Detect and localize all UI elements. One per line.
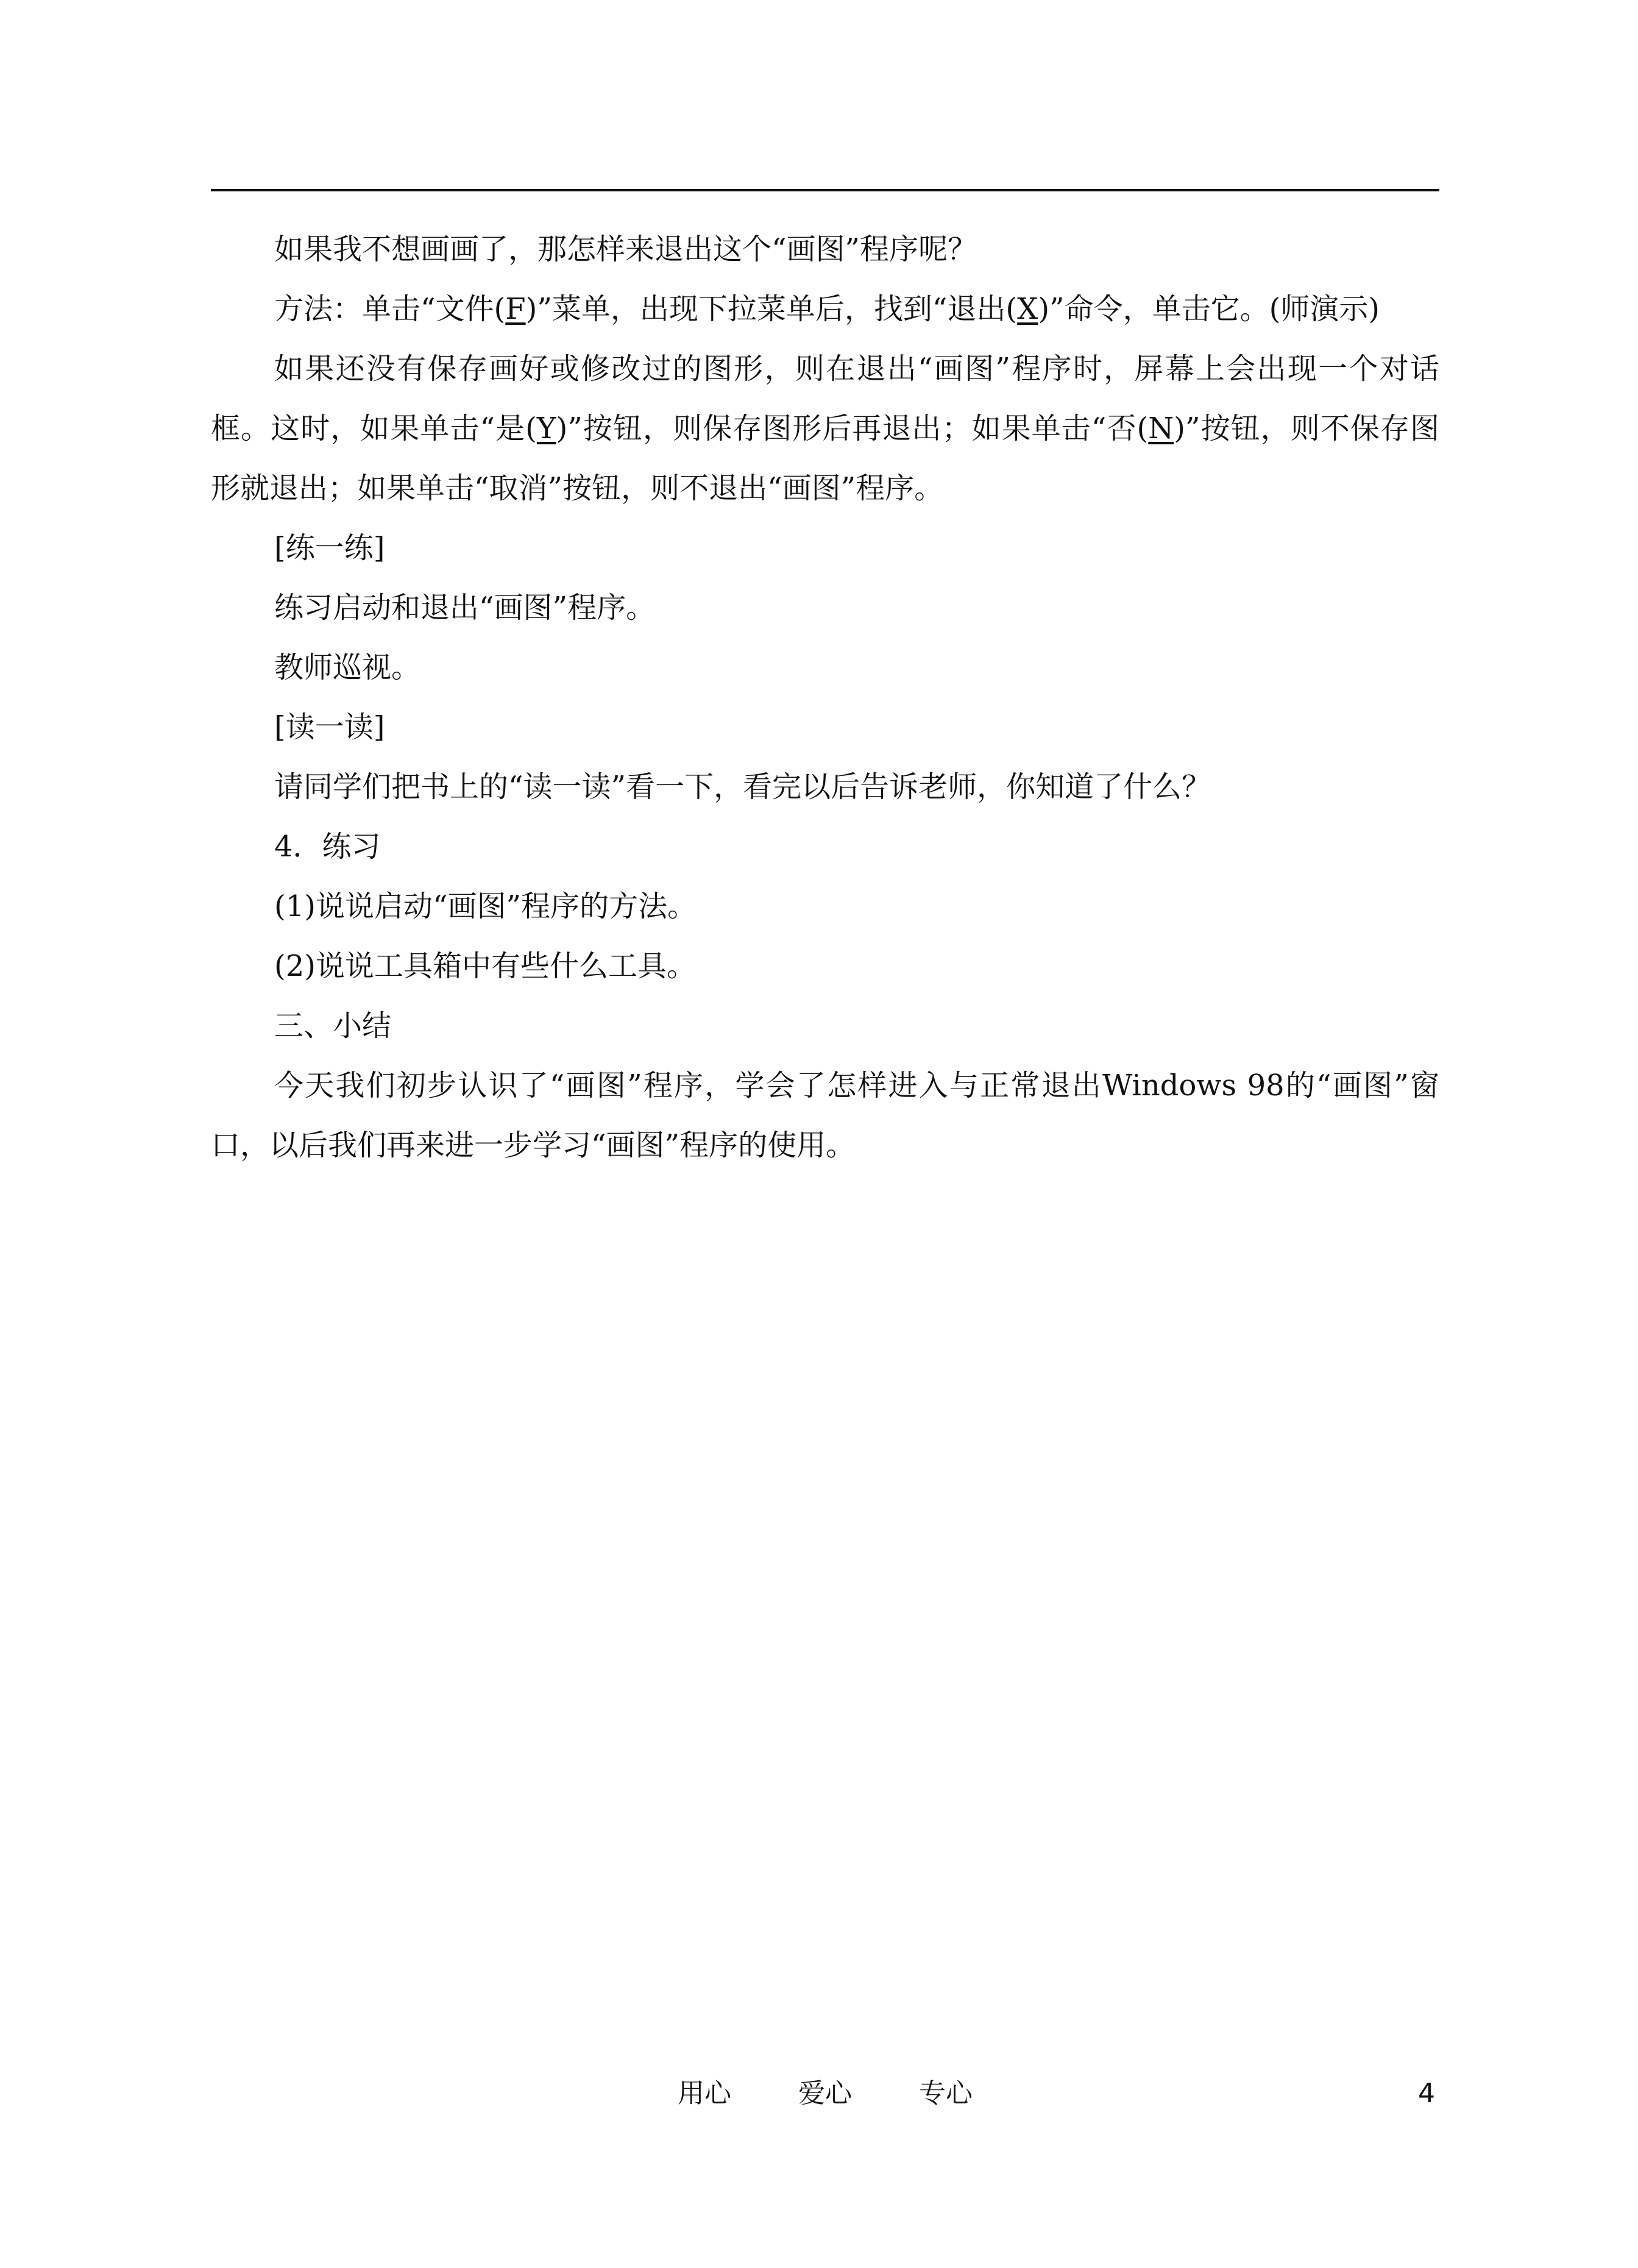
hotkey-n: N: [1148, 411, 1174, 446]
paragraph-practice: 练习启动和退出“画图”程序。: [274, 591, 656, 625]
paragraph-question: 如果我不想画画了，那怎样来退出这个“画图”程序呢？: [274, 232, 977, 266]
footer-motto-3: 专心: [919, 2078, 973, 2109]
paragraph-reading: 请同学们把书上的“读一读”看一下，看完以后告诉老师，你知道了什么？: [274, 770, 1211, 804]
section-exercise-heading: 4．练习: [274, 830, 381, 864]
footer-motto-2: 爱心: [798, 2078, 852, 2109]
header-rule: [211, 189, 1439, 191]
document-body: [211, 219, 1439, 1175]
page-footer: [0, 2075, 1638, 2112]
exercise-item-1: (1)说说启动“画图”程序的方法。: [274, 889, 697, 923]
paragraph-summary: 今天我们初步认识了“画图”程序，学会了怎样进入与正常退出Windows 98的“画图”窗口，以后我们再来进一步学习“画图”程序的使用。: [211, 1068, 1439, 1162]
footer-motto-1: 用心: [678, 2078, 731, 2109]
hotkey-x: X: [1017, 292, 1038, 326]
section-reading-heading: [读一读]: [274, 710, 385, 744]
hotkey-f: F: [505, 292, 526, 326]
paragraph-save-dialog: 如果还没有保存画好或修改过的图形，则在退出“画图”程序时，屏幕上会出现一个对话框。这时，如果单击“是(Y)”按钮，则保存图形后再退出；如果单击“否(N)”按钮，则不保存图形就退出；如果单击“取消”按钮，则不退出“画图”程序。: [211, 352, 1439, 505]
page-number: 4: [1418, 2078, 1435, 2109]
hotkey-y: Y: [536, 411, 556, 446]
section-summary-heading: 三、小结: [274, 1009, 392, 1043]
exercise-item-2: (2)说说工具箱中有些什么工具。: [274, 949, 696, 983]
paragraph-method: 方法：单击“文件(F)”菜单，出现下拉菜单后，找到“退出(X)”命令，单击它。(师演示): [274, 292, 1380, 326]
paragraph-teacher-patrol: 教师巡视。: [274, 650, 421, 684]
section-practice-heading: [练一练]: [274, 531, 385, 565]
